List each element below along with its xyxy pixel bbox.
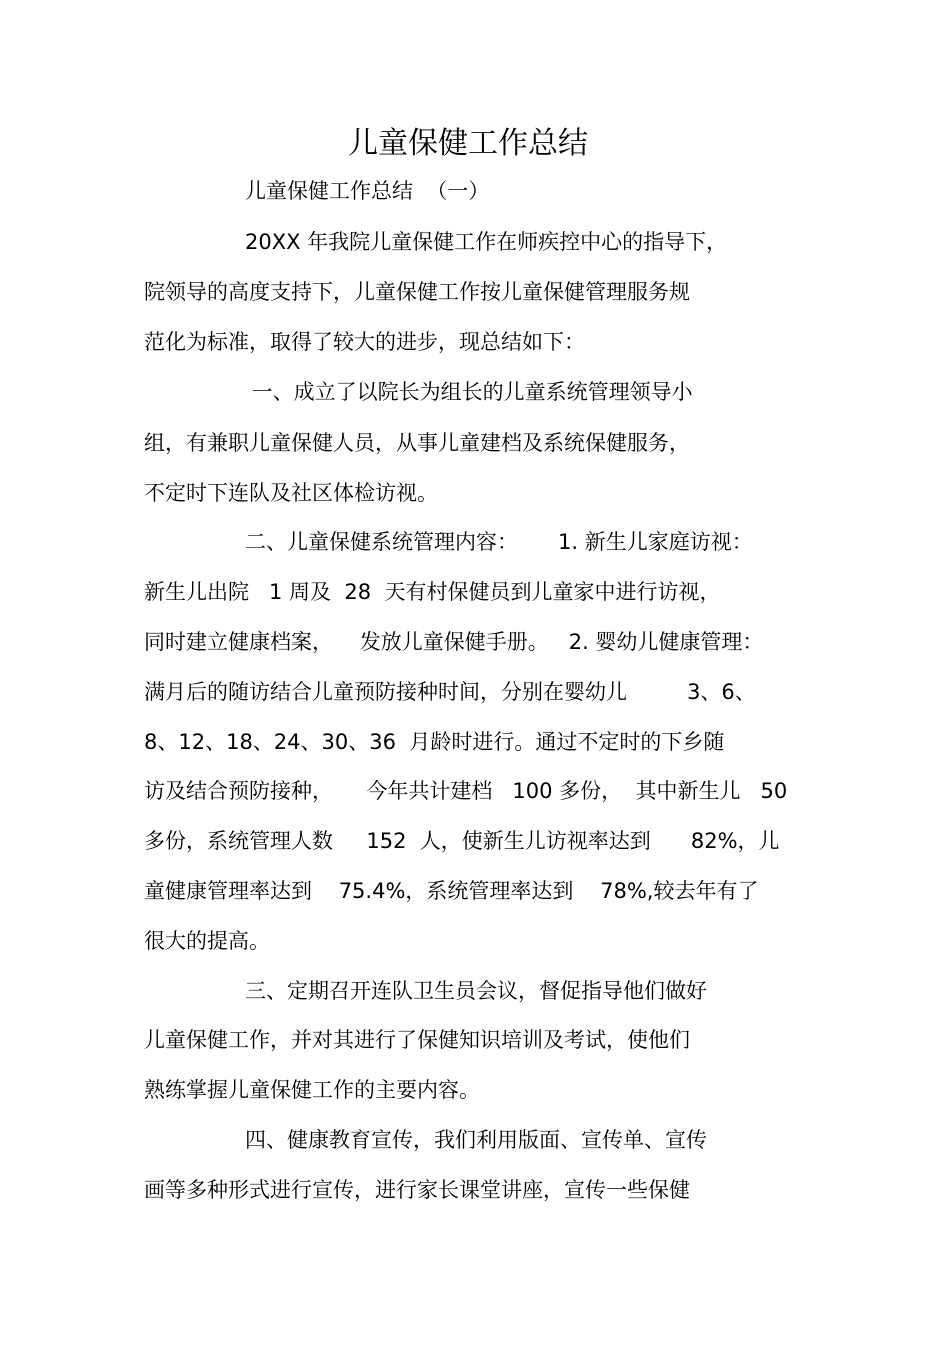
- paragraph-line: 熟练掌握儿童保健工作的主要内容。: [144, 1078, 480, 1102]
- paragraph-line: 满月后的随访结合儿童预防接种时间，分别在婴幼儿 3、6、: [144, 680, 756, 704]
- paragraph-line: 8、12、18、24、30、36 月龄时进行。通过不定时的下乡随: [144, 730, 725, 754]
- paragraph-line: 院领导的高度支持下，儿童保健工作按儿童保健管理服务规: [144, 280, 690, 304]
- paragraph-line: 20XX 年我院儿童保健工作在师疾控中心的指导下，: [245, 230, 728, 254]
- paragraph-line: 二、儿童保健系统管理内容： 1. 新生儿家庭访视：: [245, 530, 753, 554]
- paragraph-line: 组，有兼职儿童保健人员，从事儿童建档及系统保健服务，: [144, 431, 690, 455]
- paragraph-line: 一、成立了以院长为组长的儿童系统管理领导小: [245, 380, 693, 404]
- paragraph-line: 不定时下连队及社区体检访视。: [144, 481, 438, 505]
- document-title: 儿童保健工作总结: [348, 126, 588, 161]
- paragraph-line: 新生儿出院 1 周及 28 天有村保健员到儿童家中进行访视，: [144, 580, 721, 604]
- paragraph-line: 三、定期召开连队卫生员会议，督促指导他们做好: [245, 979, 707, 1003]
- paragraph-line: 童健康管理率达到 75.4%，系统管理率达到 78%,较去年有了: [144, 879, 759, 903]
- paragraph-line: 范化为标准，取得了较大的进步，现总结如下：: [144, 330, 585, 354]
- paragraph-line: 四、健康教育宣传，我们利用版面、宣传单、宣传: [245, 1128, 707, 1152]
- paragraph-line: 画等多种形式进行宣传，进行家长课堂讲座，宣传一些保健: [144, 1178, 690, 1202]
- paragraph-line: 同时建立健康档案， 发放儿童保健手册。 2. 婴幼儿健康管理：: [144, 630, 764, 654]
- paragraph-line: 多份，系统管理人数 152 人，使新生儿访视率达到 82%，儿: [144, 829, 780, 853]
- paragraph-line: 很大的提高。: [144, 929, 270, 953]
- paragraph-line: 儿童保健工作，并对其进行了保健知识培训及考试，使他们: [144, 1028, 690, 1052]
- paragraph-line: 访及结合预防接种， 今年共计建档 100 多份， 其中新生儿 50: [144, 779, 788, 803]
- section-heading: 儿童保健工作总结 （一）: [245, 179, 490, 203]
